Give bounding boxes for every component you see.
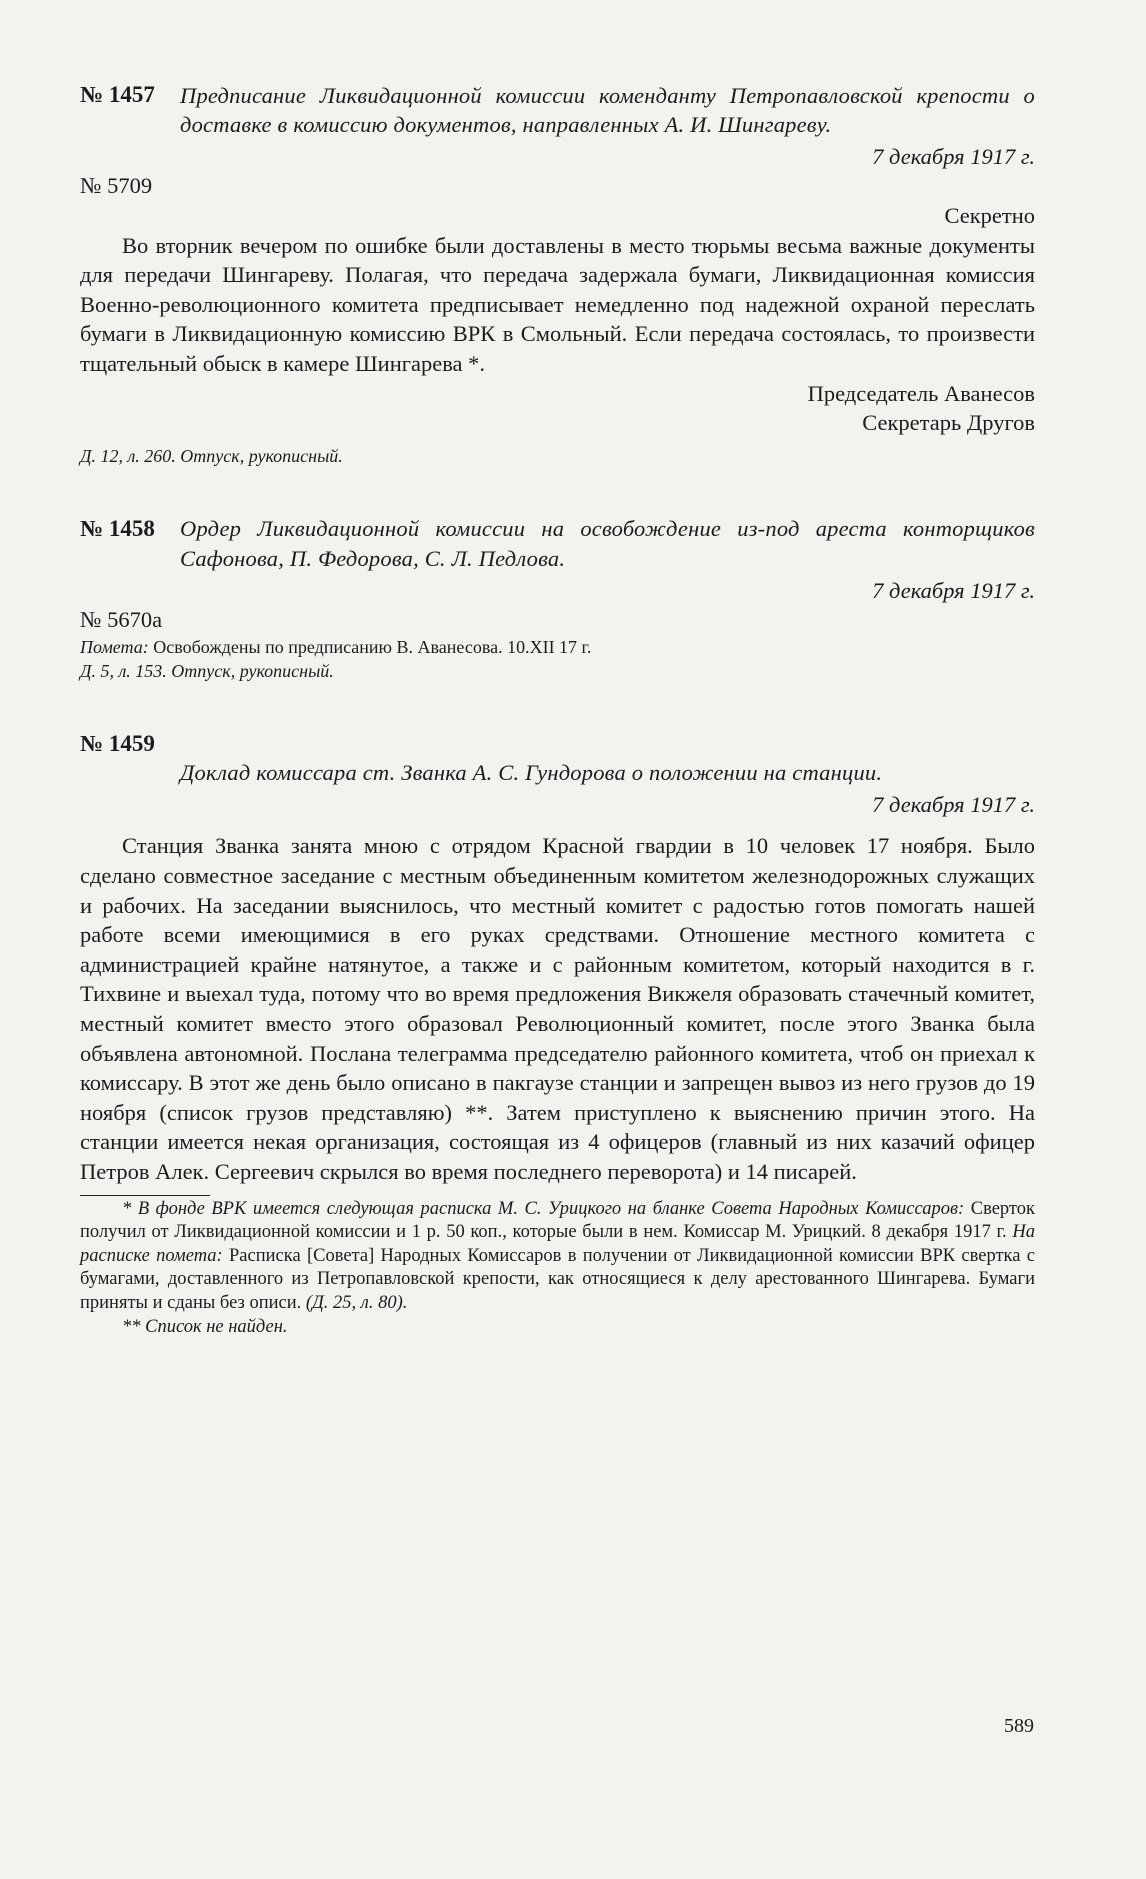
footnote-1-intro: * В фонде ВРК имеется следующая расписка М. С. Урицкого на бланке Совета Народных Комиссаров: (122, 1198, 965, 1219)
page-number: 589 (1004, 1715, 1034, 1737)
document-date: 7 декабря 1917 г. (872, 791, 1035, 817)
note-text: Освобождены по предписанию В. Аванесова. 10.XII 17 г. (153, 636, 592, 657)
body-paragraph: Во вторник вечером по ошибке были доставлены в место тюрьмы весьма важные документы для передачи Шингареву. Полагая, что передача задержала бумаги, Ликвидационная комиссия Военно-революционного комитета предписывает немедленно под надежной охраной переслать бумаги в Ликвидационную комиссию ВРК в Смольный. Если передача состоялась, то произвести тщательный обыск в камере Шингарева *. (80, 232, 1035, 376)
classification-mark: Секретно (944, 202, 1035, 228)
document-number: № 1457 (80, 82, 155, 107)
document-number: № 1459 (80, 730, 155, 756)
document-date: 7 декабря 1917 г. (872, 143, 1035, 169)
document-title: Доклад комиссара ст. Званка А. С. Гундорова о положении на станции. (180, 760, 883, 786)
note-label: Помета: (80, 636, 149, 657)
footnote-1-text: Сверток получил от Ликвидационной комиссии и 1 р. 50 коп., которые были в нем. Комиссар М. Урицкий. 8 декабря 1917 г. (80, 1198, 1035, 1243)
document-number: № 1458 (80, 515, 155, 541)
signature-chairman: Председатель Аванесов (807, 380, 1035, 406)
document-title: Предписание Ликвидационной комиссии коменданту Петропавловской крепости о доставке в комиссию документов, направленных А. И. Шингареву. (180, 82, 1035, 138)
document-title: Ордер Ликвидационной комиссии на освобождение из-под ареста конторщиков Сафонова, П. Федорова, С. Л. Педлова. (180, 516, 1035, 571)
footnote-1-source: (Д. 25, л. 80). (305, 1292, 408, 1313)
document-page (80, 80, 1035, 1339)
document-note (80, 635, 1035, 659)
document-body (80, 231, 1035, 379)
document-date: 7 декабря 1917 г. (872, 577, 1035, 603)
archive-source: Д. 5, л. 153. Отпуск, рукописный. (80, 660, 334, 681)
footnotes (80, 1198, 1035, 1340)
body-paragraph: Станция Званка занята мною с отрядом Красной гвардии в 10 человек 17 ноября. Было сделано совместное заседание с местным объединенным комитетом железнодорожных служащих и рабочих. На заседании выяснилось, что местный комитет с радостью готов помогать нашей работе всеми имеющимися в его руках средствами. Отношение местного комитета с администрацией крайне натянутое, а также и с районным комитетом, который находится в г. Тихвине и выехал туда, потому что во время предложения Викжеля образовать стачечный комитет, местный комитет вместо этого образовал Революционный комитет, после этого Званка была объявлена автономной. Послана телеграмма председателю районного комитета, чтоб он приехал к комиссару. В этот же день было описано в пакгаузе станции и запрещен вывоз из него грузов до 19 ноября (список грузов представляю) **. Затем приступлено к выяснению причин этого. На станции имеется некая организация, состоящая из 4 офицеров (главный из них казачий офицер Петров Алек. Сергеевич скрылся во время последнего переворота) и 14 писарей. (80, 833, 1035, 1184)
archive-source: Д. 12, л. 260. Отпуск, рукописный. (80, 445, 343, 466)
footnote-1-mark-label: На расписке помета: (80, 1222, 1035, 1266)
document-1459 (80, 729, 1035, 1187)
footnote-2: ** Список не найден. (122, 1316, 288, 1337)
footnote-1-mark-text: Расписка [Совета] Народных Комиссаров в получении от Ликвидационной комиссии ВРК свертка с бумагами, доставленного из Петропавловской крепости, как относящиеся к делу арестованного Шингарева. Бумаги приняты и сданы без описи. (80, 1245, 1035, 1313)
signature-secretary: Секретарь Другов (862, 410, 1035, 436)
footnote-divider (80, 1195, 210, 1196)
footnote-1 (80, 1198, 1035, 1316)
document-1457 (80, 80, 1035, 468)
document-body (80, 831, 1035, 1186)
document-1458 (80, 514, 1035, 683)
registry-number: № 5670а (80, 607, 163, 633)
registry-number: № 5709 (80, 173, 153, 199)
